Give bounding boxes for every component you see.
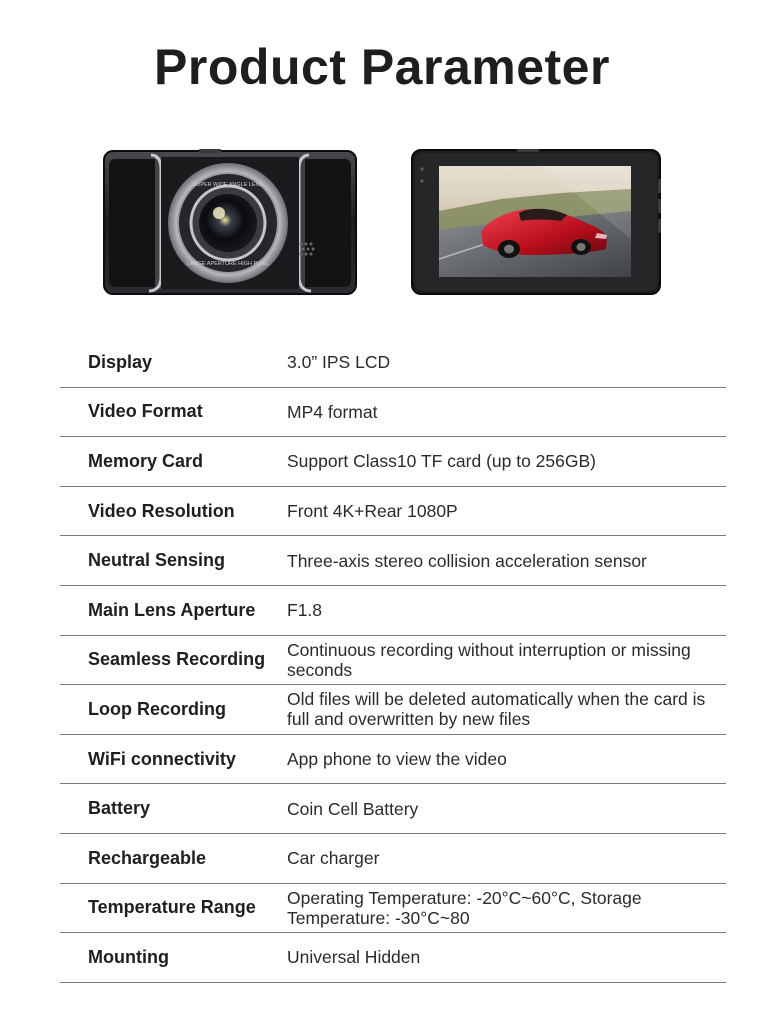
spec-label: Mounting — [88, 946, 169, 967]
spec-row-video-resolution — [60, 487, 726, 537]
spec-label: Loop Recording — [88, 698, 226, 719]
spec-row-neutral-sensing — [60, 536, 726, 586]
spec-label: Battery — [88, 798, 151, 819]
spec-row-rechargeable — [60, 834, 726, 884]
spec-row-memory-card — [60, 437, 726, 487]
spec-value: Three-axis stereo collision acceleration sensor — [287, 550, 647, 571]
spec-value: Car charger — [287, 848, 380, 869]
spec-label: Display — [88, 351, 153, 372]
spec-row-battery — [60, 784, 726, 834]
lens-text-top: SUPER WIDE ANGLE LENS — [192, 182, 264, 188]
spec-value: Front 4K+Rear 1080P — [287, 501, 458, 522]
spec-label: Video Format — [88, 401, 203, 422]
spec-value: 3.0” IPS LCD — [287, 352, 391, 373]
spec-value: App phone to view the video — [287, 749, 507, 770]
spec-value: Operating Temperature: -20°C~60°C, Storage Temperature: -30°C~80 — [287, 887, 642, 928]
dash-cam-screen-image — [411, 149, 661, 295]
spec-value: MP4 format — [287, 401, 378, 422]
spec-row-display — [60, 338, 726, 388]
spec-value: Support Class10 TF card (up to 256GB) — [287, 451, 596, 472]
spec-value: Old files will be deleted automatically when the card is full and overwritten by new files — [287, 689, 706, 730]
spec-value: Coin Cell Battery — [287, 798, 419, 819]
spec-label: Temperature Range — [88, 897, 256, 918]
spec-label: Seamless Recording — [88, 649, 266, 670]
spec-label: WiFi connectivity — [88, 748, 236, 769]
spec-row-temperature-range — [60, 884, 726, 934]
page-title: Product Parameter — [154, 39, 610, 95]
spec-value: Universal Hidden — [287, 947, 421, 968]
spec-row-mounting — [60, 933, 726, 983]
spec-row-video-format — [60, 388, 726, 438]
spec-label: Neutral Sensing — [88, 550, 226, 571]
spec-table — [60, 338, 726, 983]
lens-text-bottom: LARGE APERTURE HIGH PIXEL — [186, 261, 270, 267]
spec-row-loop-recording — [60, 685, 726, 735]
spec-label: Main Lens Aperture — [88, 599, 256, 620]
spec-value: Continuous recording without interruption or missing seconds — [287, 639, 691, 680]
spec-row-main-lens-aperture — [60, 586, 726, 636]
dash-cam-front-image — [103, 149, 357, 296]
spec-row-seamless-recording — [60, 636, 726, 686]
spec-label: Video Resolution — [88, 500, 235, 521]
spec-label: Rechargeable — [88, 847, 207, 868]
spec-label: Memory Card — [88, 450, 204, 471]
spec-row-wifi-connectivity — [60, 735, 726, 785]
spec-value: F1.8 — [287, 600, 323, 621]
